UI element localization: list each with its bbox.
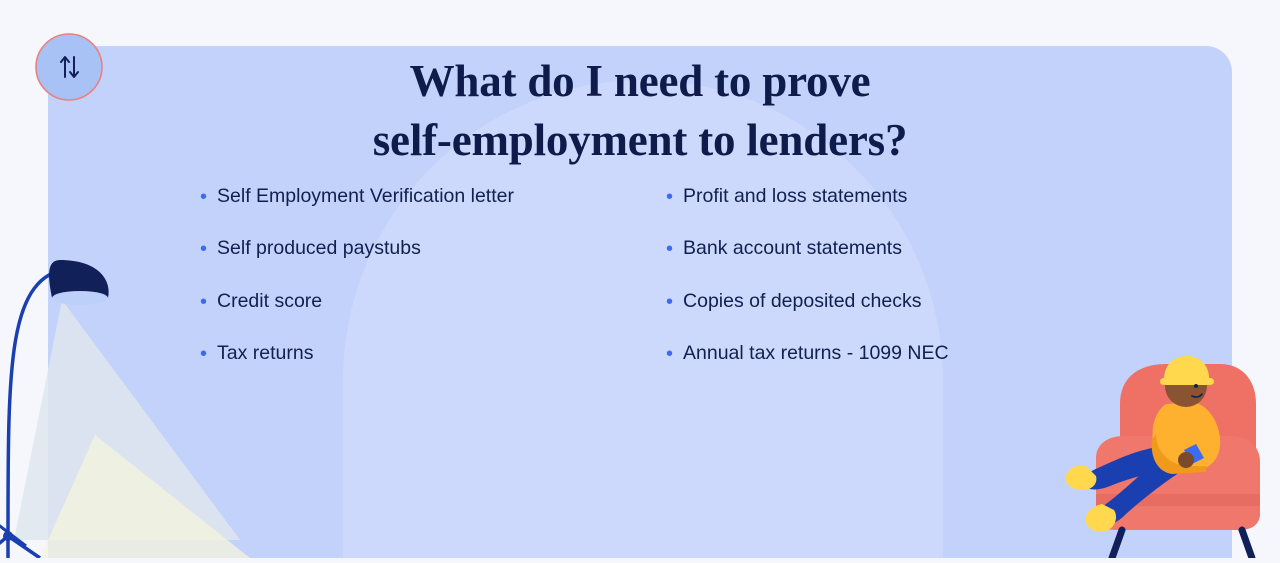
requirements-lists: [200, 185, 1000, 366]
page-title-line-2: self-employment to lenders?: [372, 115, 908, 166]
floor-lamp-illustration: [0, 240, 260, 558]
person-in-armchair-illustration: [970, 308, 1270, 558]
requirements-list-left: [200, 185, 630, 366]
requirements-list-right: [666, 185, 996, 366]
bullet-icon: •: [666, 238, 674, 261]
list-item: [666, 185, 996, 208]
list-item-label: Annual tax returns - 1099 NEC: [683, 342, 949, 365]
page-title: [0, 52, 1280, 171]
list-item-label: Profit and loss statements: [683, 185, 908, 207]
bullet-icon: •: [666, 290, 674, 313]
list-item-label: Self produced paystubs: [217, 237, 421, 260]
arrows-up-down-icon: [33, 31, 105, 103]
list-item-label: Credit score: [217, 289, 323, 312]
bullet-icon: •: [200, 238, 208, 261]
list-item-label: Copies of deposited checks: [683, 289, 922, 312]
bullet-icon: •: [200, 186, 208, 208]
page-title-line-1: What do I need to prove: [409, 56, 871, 106]
bullet-icon: •: [666, 343, 674, 366]
list-item: [200, 185, 630, 208]
list-item: [666, 290, 996, 313]
list-item: [666, 342, 996, 365]
list-item: [200, 342, 630, 365]
bullet-icon: •: [200, 343, 208, 366]
list-item-label: Self Employment Verification letter: [217, 185, 514, 207]
list-item: [200, 237, 630, 260]
bullet-icon: •: [666, 186, 674, 208]
list-item-label: Tax returns: [217, 342, 314, 365]
list-item: [666, 237, 996, 260]
list-item-label: Bank account statements: [683, 237, 902, 260]
bullet-icon: •: [200, 290, 208, 313]
list-item: [200, 290, 630, 313]
